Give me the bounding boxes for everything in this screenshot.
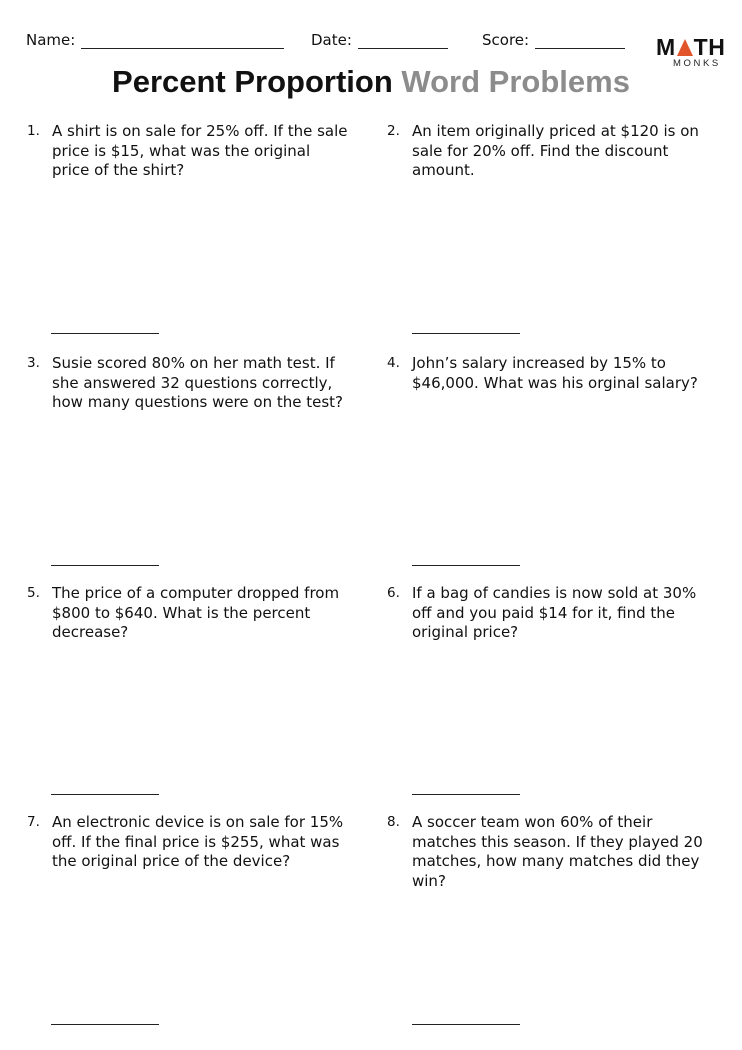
problem-number: 1.	[27, 123, 40, 139]
problem-text: A shirt is on sale for 25% off. If the sale price is $15, what was the original price of the shirt?	[52, 122, 348, 179]
logo-letters-th: TH	[693, 34, 726, 60]
problem-number: 6.	[387, 585, 400, 601]
title-part-1: Percent Proportion	[112, 64, 393, 99]
problem-text: An electronic device is on sale for 15% off. If the final price is $255, what was the original price of the device?	[52, 813, 344, 870]
problem-number: 2.	[387, 123, 400, 139]
triangle-icon	[677, 39, 693, 56]
answer-line-1[interactable]	[51, 333, 159, 334]
date-field[interactable]	[311, 30, 448, 49]
logo-letter-m: M	[656, 34, 676, 60]
problem-number: 5.	[27, 585, 40, 601]
score-blank[interactable]	[535, 30, 625, 49]
problem-text: The price of a computer dropped from $800 to $640. What is the percent decrease?	[52, 584, 340, 641]
answer-line-6[interactable]	[412, 794, 520, 795]
page-title	[0, 64, 742, 100]
title-part-2: Word Problems	[401, 64, 630, 99]
score-label: Score:	[482, 31, 530, 49]
problem-text: If a bag of candies is now sold at 30% off and you paid $14 for it, find the original price?	[412, 584, 697, 641]
answer-line-4[interactable]	[412, 565, 520, 566]
name-label: Name:	[26, 31, 76, 49]
problem-text: Susie scored 80% on her math test. If she answered 32 questions correctly, how many questions were on the test?	[52, 354, 343, 411]
answer-line-7[interactable]	[51, 1024, 159, 1025]
problem-text: A soccer team won 60% of their matches this season. If they played 20 matches, how many matches did they win?	[412, 813, 703, 890]
problem-text: An item originally priced at $120 is on sale for 20% off. Find the discount amount.	[412, 122, 699, 179]
problem-number: 3.	[27, 355, 40, 371]
problem-number: 7.	[27, 814, 40, 830]
date-label: Date:	[311, 31, 352, 49]
answer-line-3[interactable]	[51, 565, 159, 566]
name-blank[interactable]	[81, 30, 284, 49]
logo-wordmark	[656, 36, 726, 58]
answer-line-5[interactable]	[51, 794, 159, 795]
problem-text: John’s salary increased by 15% to $46,000. What was his orginal salary?	[412, 354, 698, 392]
answer-line-2[interactable]	[412, 333, 520, 334]
logo-subtitle: MONKS	[673, 58, 721, 69]
score-field[interactable]	[482, 30, 625, 49]
answer-line-8[interactable]	[412, 1024, 520, 1025]
date-blank[interactable]	[358, 30, 448, 49]
problem-number: 4.	[387, 355, 400, 371]
problem-number: 8.	[387, 814, 400, 830]
worksheet-header	[0, 0, 742, 69]
name-field[interactable]	[26, 30, 284, 49]
